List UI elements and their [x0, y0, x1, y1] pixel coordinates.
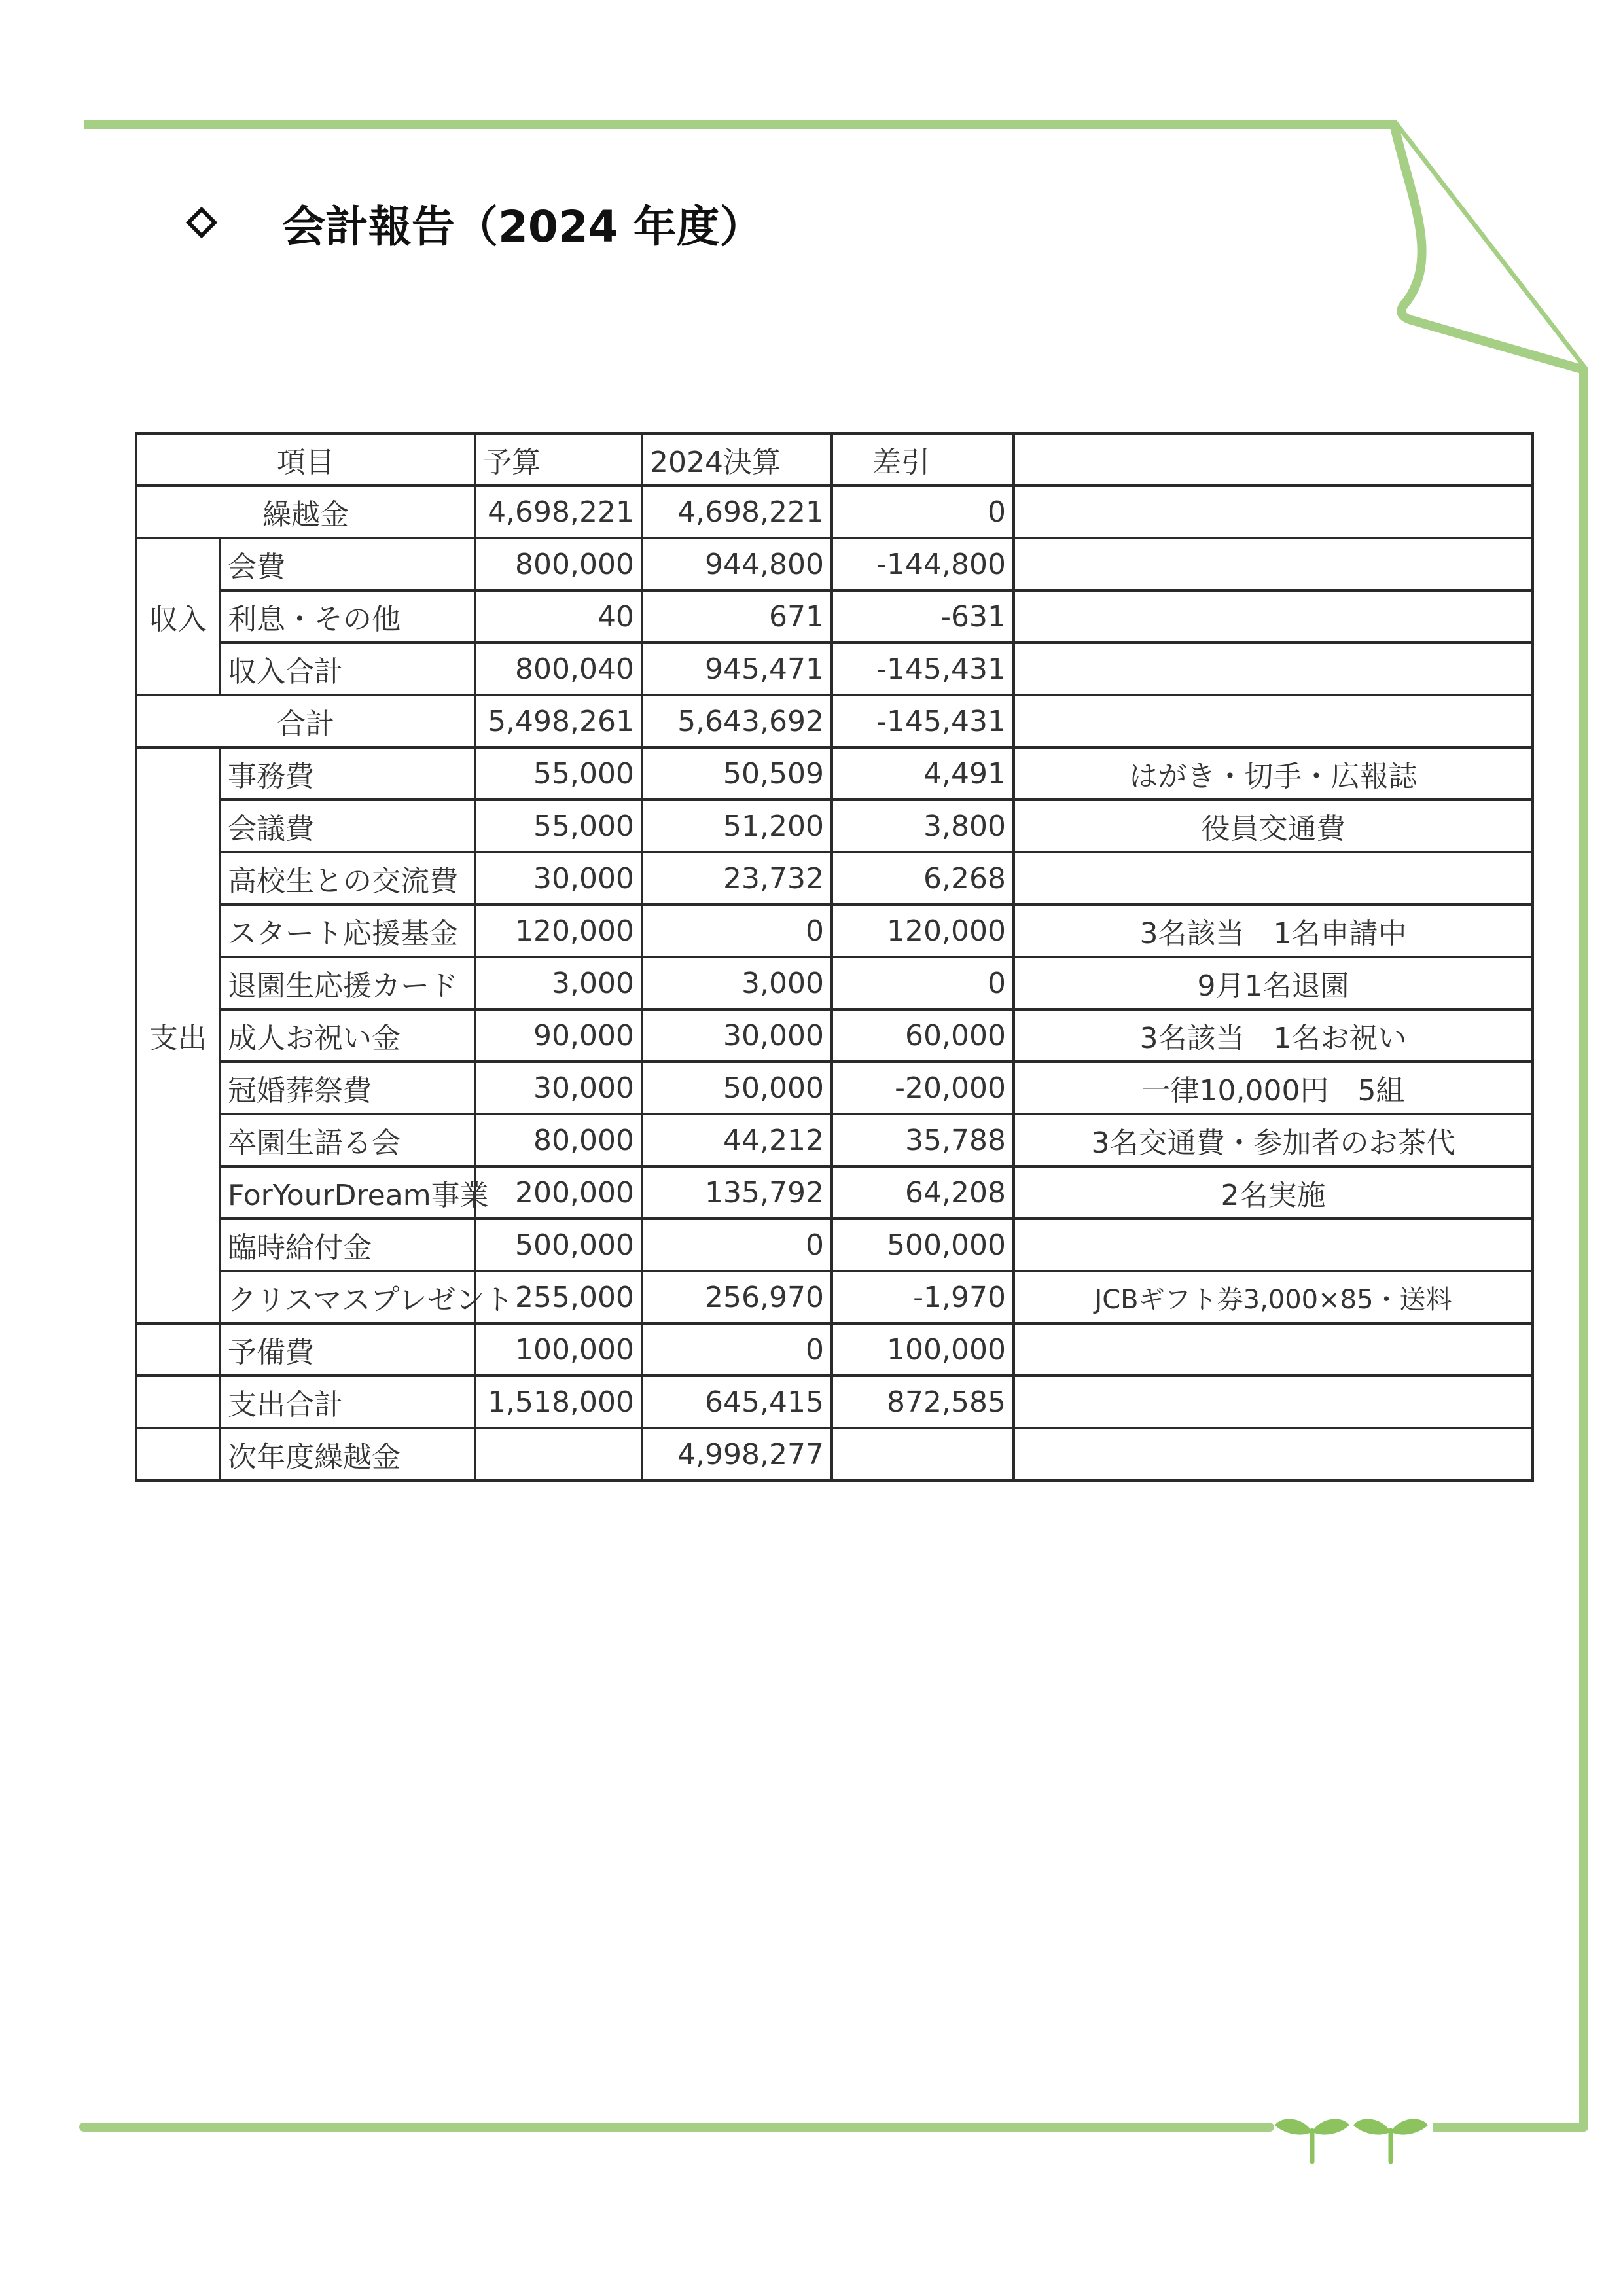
diff-cell: 60,000: [832, 1009, 1014, 1062]
note-cell: [1014, 643, 1533, 695]
budget-cell: 4,698,221: [475, 486, 642, 538]
actual-cell: 50,509: [642, 747, 832, 800]
note-cell: 3名該当 1名お祝い: [1014, 1009, 1533, 1062]
table-row: [136, 538, 1533, 590]
diff-cell: 6,268: [832, 852, 1014, 905]
diff-cell: 0: [832, 486, 1014, 538]
diff-cell: 500,000: [832, 1219, 1014, 1271]
budget-cell: [475, 1428, 642, 1480]
folded-corner: [1394, 124, 1584, 370]
actual-cell: 4,698,221: [642, 486, 832, 538]
actual-cell: 944,800: [642, 538, 832, 590]
title-text: 会計報告（2024 年度）: [282, 201, 763, 252]
diff-cell: -145,431: [832, 695, 1014, 747]
accounting-table: [135, 432, 1534, 1482]
actual-cell: 51,200: [642, 800, 832, 852]
table-row: [136, 1376, 1533, 1428]
budget-cell: 800,000: [475, 538, 642, 590]
table-row: [136, 1271, 1533, 1323]
row-label: 繰越金: [136, 486, 475, 538]
note-cell: 一律10,000円 5組: [1014, 1062, 1533, 1114]
diamond-outline-icon: [187, 207, 217, 238]
table-row: [136, 852, 1533, 905]
note-cell: 3名交通費・参加者のお茶代: [1014, 1114, 1533, 1166]
budget-cell: 255,000: [475, 1271, 642, 1323]
note-cell: [1014, 590, 1533, 643]
diff-cell: 120,000: [832, 905, 1014, 957]
expense-group-label: 支出: [136, 747, 220, 1323]
table-row: [136, 1428, 1533, 1480]
table-row-total: [136, 695, 1533, 747]
actual-cell: 44,212: [642, 1114, 832, 1166]
row-label: 成人お祝い金: [220, 1009, 475, 1062]
note-cell: JCBギフト券3,000×85・送料: [1014, 1271, 1533, 1323]
budget-cell: 40: [475, 590, 642, 643]
diff-cell: 0: [832, 957, 1014, 1009]
row-label: 事務費: [220, 747, 475, 800]
table-row: [136, 1323, 1533, 1376]
sprouts-decoration: [1273, 2111, 1443, 2163]
diff-cell: 35,788: [832, 1114, 1014, 1166]
actual-cell: 50,000: [642, 1062, 832, 1114]
table-row: [136, 1219, 1533, 1271]
row-label: 冠婚葬祭費: [220, 1062, 475, 1114]
note-cell: 2名実施: [1014, 1166, 1533, 1219]
header-budget: 予算: [475, 433, 642, 486]
row-label: 予備費: [220, 1323, 475, 1376]
table-row-carryover: [136, 486, 1533, 538]
note-cell: [1014, 1376, 1533, 1428]
diff-cell: -145,431: [832, 643, 1014, 695]
table-row: [136, 1114, 1533, 1166]
header-item: 項目: [136, 433, 475, 486]
budget-cell: 1,518,000: [475, 1376, 642, 1428]
income-group-label: 収入: [136, 538, 220, 695]
diff-cell: 64,208: [832, 1166, 1014, 1219]
budget-cell: 3,000: [475, 957, 642, 1009]
table-row: [136, 905, 1533, 957]
table-row: [136, 643, 1533, 695]
row-label: 収入合計: [220, 643, 475, 695]
row-label: 支出合計: [220, 1376, 475, 1428]
row-label: ForYourDream事業: [220, 1166, 475, 1219]
diff-cell: 100,000: [832, 1323, 1014, 1376]
table-header-row: [136, 433, 1533, 486]
row-label: 退園生応援カード: [220, 957, 475, 1009]
row-label: スタート応援基金: [220, 905, 475, 957]
empty-group-cell: [136, 1376, 220, 1428]
actual-cell: 23,732: [642, 852, 832, 905]
header-note: [1014, 433, 1533, 486]
budget-cell: 30,000: [475, 852, 642, 905]
header-actual: 2024決算: [642, 433, 832, 486]
row-label: 卒園生語る会: [220, 1114, 475, 1166]
table-row: [136, 1062, 1533, 1114]
budget-cell: 100,000: [475, 1323, 642, 1376]
diff-cell: 872,585: [832, 1376, 1014, 1428]
diff-cell: [832, 1428, 1014, 1480]
budget-cell: 90,000: [475, 1009, 642, 1062]
budget-cell: 55,000: [475, 747, 642, 800]
empty-group-cell: [136, 1428, 220, 1480]
budget-cell: 80,000: [475, 1114, 642, 1166]
budget-cell: 200,000: [475, 1166, 642, 1219]
budget-cell: 55,000: [475, 800, 642, 852]
row-label: 合計: [136, 695, 475, 747]
actual-cell: 256,970: [642, 1271, 832, 1323]
actual-cell: 671: [642, 590, 832, 643]
row-label: 臨時給付金: [220, 1219, 475, 1271]
diff-cell: 3,800: [832, 800, 1014, 852]
actual-cell: 3,000: [642, 957, 832, 1009]
budget-cell: 120,000: [475, 905, 642, 957]
table-row: [136, 747, 1533, 800]
diff-cell: -631: [832, 590, 1014, 643]
note-cell: [1014, 1428, 1533, 1480]
actual-cell: 945,471: [642, 643, 832, 695]
actual-cell: 4,998,277: [642, 1428, 832, 1480]
page-title: [187, 190, 763, 255]
empty-group-cell: [136, 1323, 220, 1376]
budget-cell: 500,000: [475, 1219, 642, 1271]
actual-cell: 0: [642, 1323, 832, 1376]
diff-cell: -20,000: [832, 1062, 1014, 1114]
diff-cell: -144,800: [832, 538, 1014, 590]
note-cell: [1014, 695, 1533, 747]
note-cell: 9月1名退園: [1014, 957, 1533, 1009]
budget-cell: 5,498,261: [475, 695, 642, 747]
table-row: [136, 1009, 1533, 1062]
row-label: 利息・その他: [220, 590, 475, 643]
diff-cell: -1,970: [832, 1271, 1014, 1323]
note-cell: [1014, 1323, 1533, 1376]
sprout-icon: [1275, 2119, 1349, 2162]
row-label: 高校生との交流費: [220, 852, 475, 905]
row-label: 会議費: [220, 800, 475, 852]
table-row: [136, 590, 1533, 643]
actual-cell: 0: [642, 1219, 832, 1271]
row-label: 次年度繰越金: [220, 1428, 475, 1480]
table-row: [136, 800, 1533, 852]
note-cell: [1014, 852, 1533, 905]
budget-cell: 800,040: [475, 643, 642, 695]
actual-cell: 135,792: [642, 1166, 832, 1219]
table-row: [136, 957, 1533, 1009]
header-diff: 差引: [832, 433, 1014, 486]
row-label: クリスマスプレゼント: [220, 1271, 475, 1323]
table-row: [136, 1166, 1533, 1219]
budget-cell: 30,000: [475, 1062, 642, 1114]
note-cell: はがき・切手・広報誌: [1014, 747, 1533, 800]
diff-cell: 4,491: [832, 747, 1014, 800]
note-cell: [1014, 538, 1533, 590]
note-cell: 3名該当 1名申請中: [1014, 905, 1533, 957]
actual-cell: 30,000: [642, 1009, 832, 1062]
note-cell: 役員交通費: [1014, 800, 1533, 852]
row-label: 会費: [220, 538, 475, 590]
actual-cell: 645,415: [642, 1376, 832, 1428]
note-cell: [1014, 1219, 1533, 1271]
actual-cell: 5,643,692: [642, 695, 832, 747]
sprout-icon: [1353, 2119, 1428, 2162]
actual-cell: 0: [642, 905, 832, 957]
note-cell: [1014, 486, 1533, 538]
